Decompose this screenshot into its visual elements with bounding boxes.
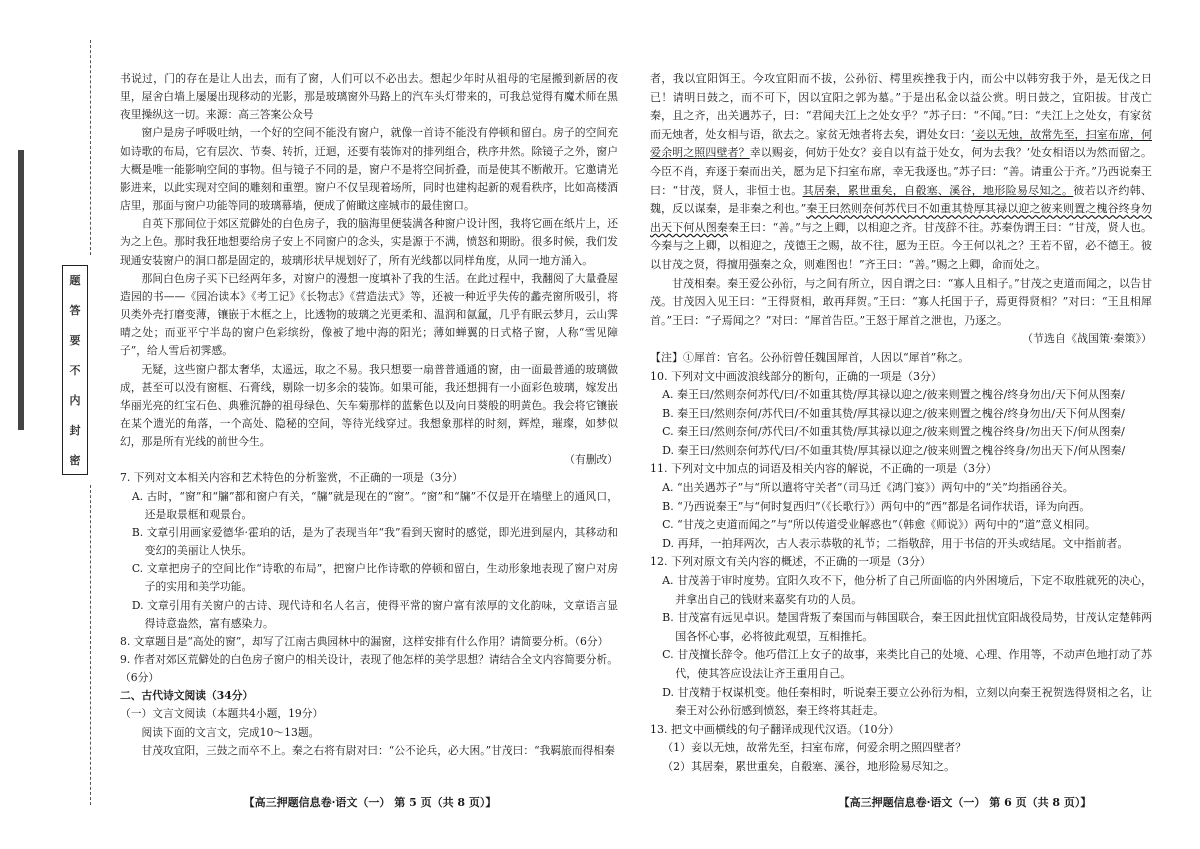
intro-paragraph: 书说过，门的存在是让人出去，而有了窗，人们可以不必出去。想起少年时从祖母的宅屋搬到新居的夜里，屋舍白墙上屡屡出现移动的光影，那是玻璃窗外马路上的汽车头灯带来的，可我总觉得有魔术师在黑夜里操纵这一切。来源：高三答案公众号: [120, 72, 618, 122]
question-7-option-d: D. 文章引用有关窗户的古诗、现代诗和名人名言，使得平常的窗户富有浓厚的文化韵味，文章语言显得诗意盎然，富有感染力。: [131, 598, 618, 630]
classical-text-segment: 秦王曰：“善。”与之上卿，以相迎之齐。甘茂辞不往。苏秦伪谓王曰：“甘茂，贤人也。今秦与之上卿，以相迎之，茂德王之赐，故不往，愿为王臣。今王何以礼之？王若不留，必不德王。彼以甘茂之贤，得擅用强秦之众，则难图也！”齐王曰：“善。”赐之上卿，命而处之。: [650, 220, 1153, 271]
page-footer-left: 【高三押题信息卷·语文（一） 第 5 页（共 8 页）】: [243, 796, 497, 809]
classical-text-segment: 者，我以宜阳饵王。今攻宜阳而不拔，公孙衍、樗里疾挫我于内，而公中以韩穷我于外，是无伐之日已！请明日鼓之，而不可下，因以宜阳之郭为墓。”于是出私金以益公赏。明日鼓之，宜阳拔。甘茂亡秦，且之齐，出关遇苏子，曰：“君闻夫江上之处女乎？”苏子曰：“不闻。”曰：“夫江上之处女，有家贫而无烛者，处女相与语，欲去之。家贫无烛者将去矣，谓处女曰：: [650, 72, 1152, 141]
underlined-sentence-2: 其居秦，累世重矣，自殽塞、溪谷，地形险易尽知之。: [802, 183, 1074, 197]
binding-box: [62, 265, 88, 475]
essay-paragraph: 窗户是房子呼吸吐纳，一个好的空间不能没有窗户，就像一首诗不能没有停顿和留白。房子的空间充如诗歌的布局，它有层次、节奏、转折，迂迴，还要有装饰对的排列组合，秩序井然。除镜子之外，窗户大概是唯一能影响空间的事物。但与镜子不同的是，窗户不是将空间折叠，而是使其不断敞开。它邀请光影进来，以此实现对空间的雕刻和重塑。窗户不仅呈现着场所，同时也建构起新的观看秩序，比如高楼酒店里，那面与窗户功能等同的玻璃幕墙，便成了俯瞰这座城市的最佳窗口。: [120, 126, 618, 213]
binding-char: 题: [69, 274, 81, 287]
question-12-stem: 12. 下列对原文有关内容的概述，不正确的一项是（3分）: [650, 555, 931, 569]
essay-paragraph: 自英下那间位于郊区荒僻处的白色房子，我的脑海里便装满各种窗户设计图，我将它画在纸片上，还为之上色。那时我狂地想要给房子安上不同窗户的念头，实是源于不满，愤怒和期盼。很多时候，我们发现通安装窗户的洞口都是固定的，玻璃形状早规划好了，所有光线都以同样角度，从同一地方涌入。: [120, 217, 618, 267]
question-9: 9. 作者对郊区荒僻处的白色房子窗户的相关设计，表现了他怎样的美学思想？请结合全文内容简要分析。（6分）: [120, 653, 618, 685]
underlined-sentence-1: ‘妾以无烛，故常先至，扫室布席，何爱余明之照四壁者？: [650, 127, 1153, 160]
page-footer-right: 【高三押题信息卷·语文（一） 第 6 页（共 8 页）】: [838, 796, 1092, 809]
binding-line-bottom: [90, 485, 91, 805]
source-note: （节选自《战国策·秦策》）: [1022, 332, 1152, 346]
classical-text-paragraph: 甘茂相秦。秦王爱公孙衍，与之间有所立，因自谓之曰：“寡人且相子。”甘茂之吏道而闻之，以告甘茂。甘茂因入见王曰：“王得贤相，敢再拜贺。”王曰：“寡人托国于子，焉更得贤相？”对曰：“王且相犀首。”王曰：“子焉闻之？”对曰：“犀首告臣。”王怒于犀首之泄也，乃逐之。: [650, 276, 1152, 327]
essay-paragraph: 那间白色房子买下已经两年多，对窗户的漫想一度填补了我的生活。在此过程中，我翻阅了大量叠屋造园的书——《园冶读本》《考工记》《长物志》《营造法式》等，还被一种近乎失传的蠡壳窗所吸引，将贝类外壳打磨变薄，镶嵌于木框之上，比透物的玻璃之光更柔和、温润和氤氲，几乎有眠云梦月，云山霁晴之处；而亚平宁半岛的窗户色彩缤纷，像被了地中海的阳光；薄如蝉翼的日式格子窗，人称“雪见障子”，给人雪后初霁感。: [120, 271, 618, 358]
question-12-option-a: A. 甘茂善于审时度势。宜阳久攻不下，他分析了自己所面临的内外困境后，下定不取胜就死的决心，并拿出自己的钱财来嘉奖有功的人员。: [662, 574, 1152, 606]
question-12-option-d: D. 甘茂精于权谋机变。他任秦相时，听说秦王要立公孙衍为相，立刻以向秦王祝贺选得贤相之名，让秦王对公孙衍感到愤怒，秦王终将其赶走。: [662, 685, 1152, 718]
question-10-option-d: D. 秦王曰/然则奈何苏代/曰/不如重其贽/厚其禄以迎之/彼来则置之槐谷终身/勿出天下/何从图秦/: [662, 443, 1126, 457]
classical-text-start: 甘茂攻宜阳，三鼓之而卒不上。秦之右将有尉对曰：“公不论兵，必大困。”甘茂曰：“我羁旅而得相秦: [141, 743, 615, 757]
left-column: [120, 70, 618, 760]
binding-char: 不: [69, 364, 81, 377]
binding-char: 封: [69, 424, 81, 437]
binding-line-top: [90, 40, 91, 255]
question-7-option-b: B. 文章引用画家爱德华·霍珀的话，是为了表现当年“我”看到天窗时的感觉，即光进到屋内，其移动和变幻的美丽让人快乐。: [131, 525, 618, 558]
section-heading: 二、古代诗文阅读（34分）: [120, 689, 254, 703]
question-11-option-c: C. “甘茂之吏道而闻之”与“所以传道受业解惑也”（韩愈《师说》）两句中的“道”意义相同。: [662, 518, 1096, 532]
binding-char: 答: [69, 304, 81, 317]
question-10-option-c: C. 秦王曰/然则奈何/苏代曰/不如重其贽/厚其禄以迎之/彼来则置之槐谷终身/勿出天下/何从图秦/: [662, 425, 1125, 439]
question-8: 8. 文章题目是“高处的窗”，却写了江南古典园林中的漏窗，这样安排有什么作用？请简要分析。（6分）: [120, 634, 609, 648]
classical-text-segment: 彼若以齐约韩、魏，反以谋秦，是非秦之利也。”: [650, 183, 1152, 216]
classical-text-segment: 幸以赐妾，何妨于处女？妾自以有益于处女，何为去我？’处女相语以为然而留之。今臣不肖，弃逐于秦而出关，愿为足下扫室布席，幸无我逐也。”苏子曰：“善。请重公于齐。”乃西说秦王曰：“甘茂，贤人，非恒士也。: [650, 146, 1152, 197]
subsection-heading: （一）文言文阅读（本题共4小题，19分）: [120, 707, 324, 721]
right-column: [650, 70, 1152, 777]
question-7-stem: 7. 下列对文本相关内容和艺术特色的分析鉴赏，不正确的一项是（3分）: [120, 471, 464, 485]
annotation-note: 【注】①犀首：官名。公孙衍曾任魏国犀首，人因以“犀首”称之。: [650, 350, 970, 364]
essay-paragraph: 无疑，这些窗户都太奢华，太遥远，取之不易。我只想要一扇普普通通的窗，由一面最普通的玻璃做成，甚至可以没有窗框、石膏线，剔除一切多余的装饰。如果可能，我还想拥有一小面彩色玻璃，嫁发出华丽光亮的红宝石色、典雅沉静的祖母绿色、矢车菊那样的蓝紫色以及向日葵般的明黄色。我会将它镶嵌在某个遗光的角落，一个高处、隐秘的空间，等待光线穿过。我想象那样的时刻，辉煌，璀璨，如梦似幻，那是所有光线的前世今生。: [120, 362, 618, 449]
question-11-option-b: B. “乃西说秦王”与“何时复西归”（《长歌行》）两句中的“西”都是名词作状语，译为向西。: [662, 499, 1091, 513]
binding-char: 内: [69, 394, 81, 407]
question-13-stem: 13. 把文中画横线的句子翻译成现代汉语。（10分）: [650, 722, 900, 736]
question-7-option-a: A. 古时，“窗”和“牖”都和窗户有关，“牖”就是现在的“窗”。“窗”和“牖”不仅是开在墙壁上的通风口，还是取景框和观景台。: [131, 489, 618, 521]
binding-char: 要: [69, 334, 81, 347]
question-7-option-c: C. 文章把房子的空间比作“诗歌的布局”，把窗户比作诗歌的停顿和留白，生动形象地表现了窗户对房子的实用和美学功能。: [131, 562, 618, 594]
question-10-option-a: A. 秦王曰/然则奈何苏代/曰/不如重其贽/厚其禄以迎之/彼来则置之槐谷/终身勿出/天下何从图秦/: [662, 388, 1125, 402]
question-12-option-c: C. 甘茂擅长辞令。他巧借江上女子的故事，来类比自己的处境、心理、作用等，不动声色地打动了苏代，使其答应设法让齐王重用自己。: [662, 648, 1152, 680]
question-10-option-b: B. 秦王曰/然则奈何/苏代曰/不如重其贽/厚其禄以迎之/彼来则置之槐谷/终身勿出/天下何从图秦/: [662, 406, 1125, 420]
question-11-option-d: D. 再拜，一拍拜两次，古人表示恭敬的礼节；二指敬辞，用于书信的开头或结尾。文中指前者。: [662, 536, 1129, 550]
page-edge-shadow: [18, 150, 24, 430]
question-11-option-a: A. “出关遇苏子”与“所以遣将守关者”（司马迁《鸿门宴》）两句中的“关”均指函谷关。: [662, 481, 1074, 495]
question-12-option-b: B. 甘茂富有远见卓识。楚国背叛了秦国而与韩国联合，秦王因此扭忧宜阳战役局势，甘茂认定楚韩两国各怀心事，必将彼此观望，互相推托。: [662, 611, 1152, 643]
classical-text-paragraph: [650, 70, 1152, 275]
reading-instruction: 阅读下面的文言文，完成10～13题。: [141, 725, 320, 739]
binding-char: 密: [69, 454, 81, 467]
source-note: （有删改）: [564, 453, 618, 467]
question-10-stem: 10. 下列对文中画波浪线部分的断句，正确的一项是（3分）: [650, 369, 942, 383]
wavy-underlined-text: 秦王曰然则奈何苏代曰不如重其贽厚其禄以迎之彼来则置之槐谷终身勿出天下何从图秦: [650, 202, 1152, 234]
question-11-stem: 11. 下列对文中加点的词语及相关内容的解说，不正确的一项是（3分）: [650, 462, 997, 476]
question-13-part-1: （1）妾以无烛，故常先至，扫室布席，何爱余明之照四壁者？: [662, 741, 967, 755]
question-13-part-2: （2）其居秦，累世重矣，自殽塞、溪谷，地形险易尽知之。: [662, 759, 956, 773]
